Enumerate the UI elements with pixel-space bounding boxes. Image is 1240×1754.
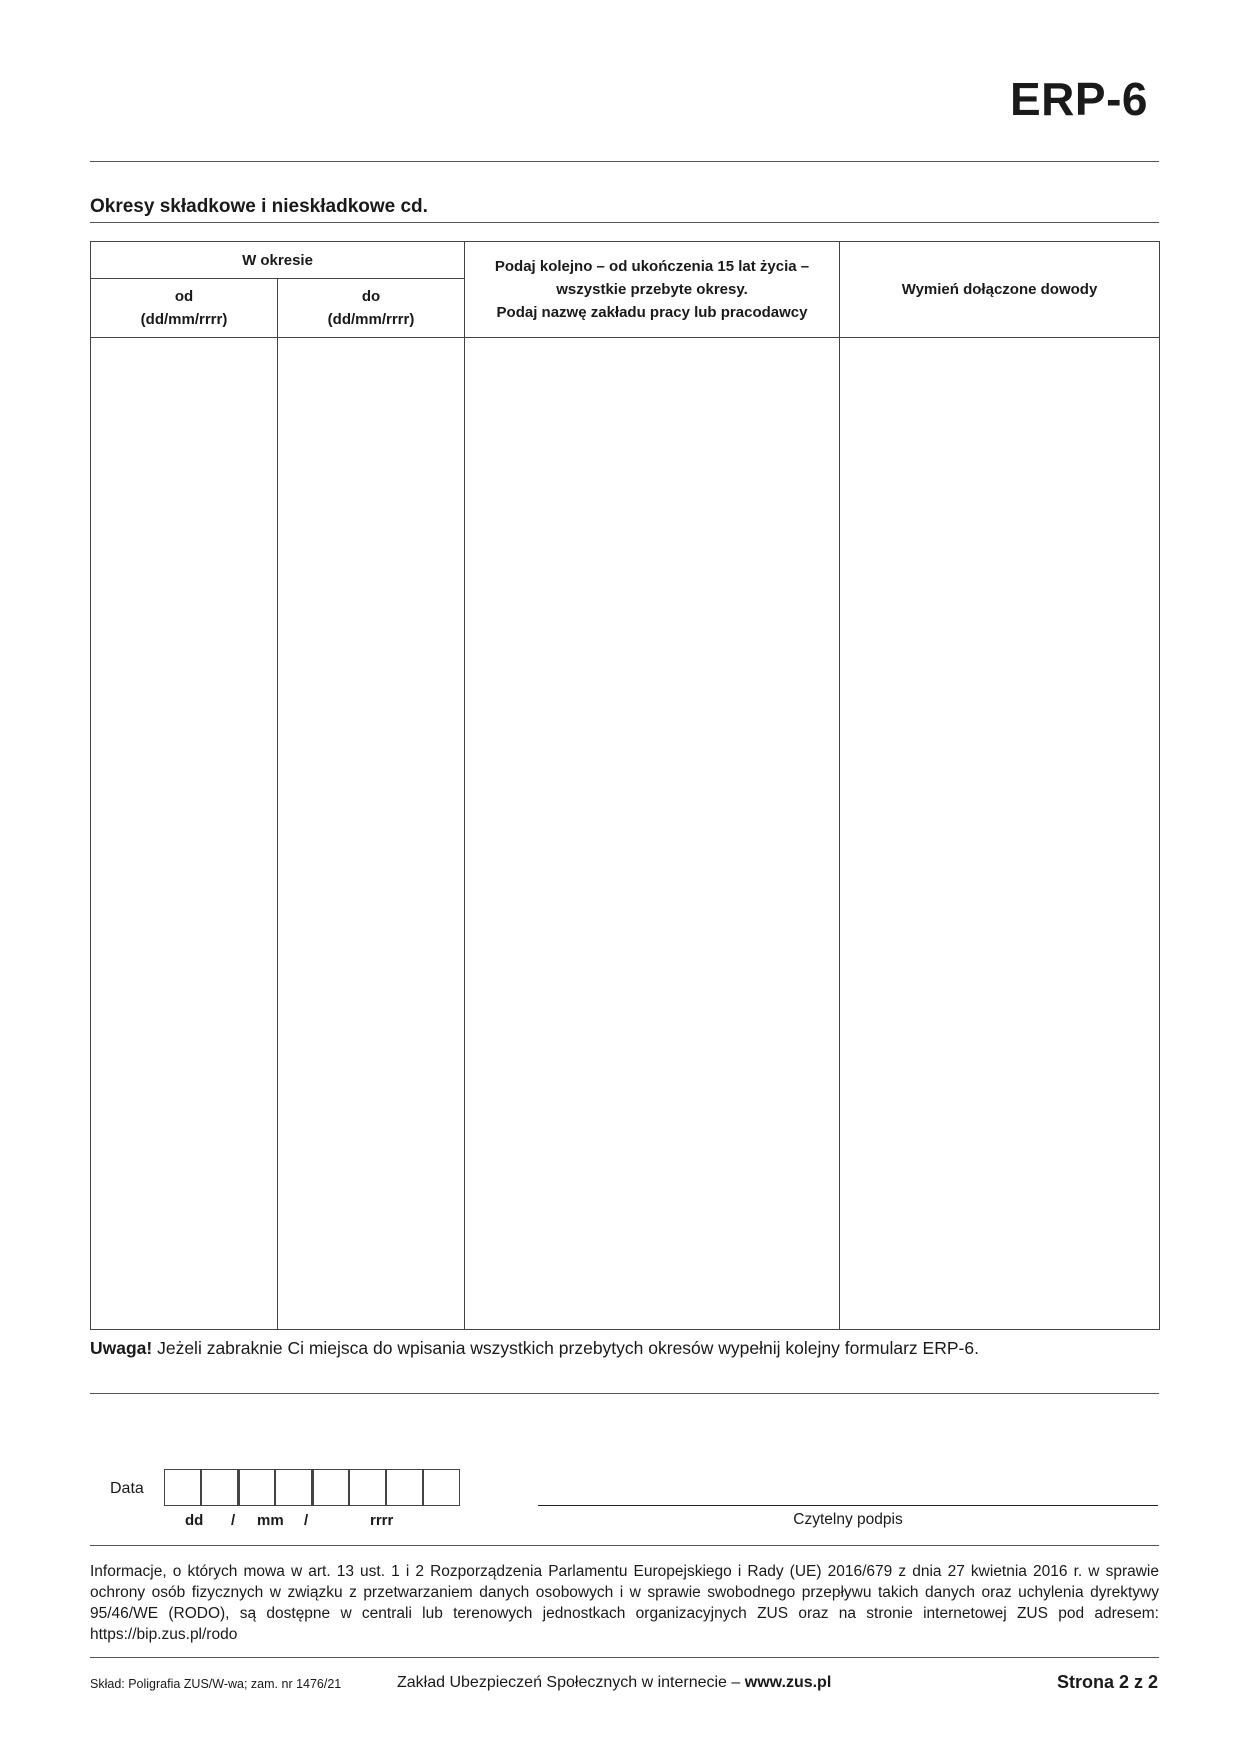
date-box-m2[interactable] (275, 1469, 312, 1506)
header-from-format: (dd/mm/rrrr) (140, 311, 228, 328)
date-sep-1: / (231, 1512, 236, 1529)
date-sep-2: / (304, 1512, 309, 1529)
section-title: Okresy składkowe i nieskładkowe cd. (90, 196, 428, 217)
cell-employer-input[interactable] (465, 338, 840, 1330)
signature-line[interactable] (538, 1505, 1158, 1506)
footer-website-link[interactable]: www.zus.pl (744, 1674, 832, 1691)
date-box-y2[interactable] (349, 1469, 386, 1506)
date-box-y3[interactable] (386, 1469, 423, 1506)
header-employer (465, 242, 840, 338)
date-dd-label: dd (185, 1512, 204, 1529)
periods-table (90, 241, 1160, 1330)
footer-print-info: Skład: Poligrafia ZUS/W-wa; zam. nr 1476/21 (90, 1677, 342, 1691)
date-box-d2[interactable] (201, 1469, 238, 1506)
signature-divider (90, 1545, 1159, 1546)
header-from-label: od (174, 288, 194, 305)
date-box-d1[interactable] (164, 1469, 201, 1506)
header-to (278, 279, 465, 338)
note-text: Jeżeli zabraknie Ci miejsca do wpisania wszystkich przebytych okresów wypełnij kolejny formularz ERP-6. (152, 1338, 979, 1358)
date-box-y4[interactable] (423, 1469, 460, 1506)
header-employer-line2: wszystkie przebyte okresy. (556, 281, 748, 298)
date-label: Data (110, 1480, 144, 1497)
footer-page-number: Strona 2 z 2 (1056, 1672, 1158, 1692)
signature-label: Czytelny podpis (793, 1511, 903, 1528)
header-divider (90, 161, 1159, 162)
note-label: Uwaga! (90, 1338, 153, 1358)
header-w-okresie: W okresie (91, 242, 465, 279)
date-mm-label: mm (257, 1512, 284, 1529)
date-box-y1[interactable] (312, 1469, 349, 1506)
date-yyyy-label: rrrr (370, 1512, 394, 1529)
section-divider (90, 222, 1159, 223)
note-divider (90, 1393, 1159, 1394)
header-employer-line3: Podaj nazwę zakładu pracy lub pracodawcy (496, 304, 808, 321)
form-code: ERP-6 (1010, 73, 1148, 125)
footer-internet (397, 1674, 831, 1692)
header-to-format: (dd/mm/rrrr) (327, 311, 415, 328)
cell-from-input[interactable] (91, 338, 278, 1330)
date-box-m1[interactable] (238, 1469, 275, 1506)
header-employer-line1: Podaj kolejno – od ukończenia 15 lat życia – (494, 258, 810, 275)
header-to-label: do (361, 288, 381, 305)
rodo-info: Informacje, o których mowa w art. 13 ust. 1 i 2 Rozporządzenia Parlamentu Europejskiego i Rady (UE) 2016/679 z dnia 27 kwietnia 2016 r. w sprawie ochrony osób fizycznych w związku z przetwarzaniem danych osobowych i w sprawie swobodnego przepływu takich danych oraz uchylenia dyrektywy 95/46/WE (RODO), są dostępne w centrali lub terenowych jednostkach organizacyjnych ZUS oraz na stronie internetowej ZUS pod adresem: https://bip.zus.pl/rodo (90, 1563, 1159, 1643)
cell-to-input[interactable] (278, 338, 465, 1330)
header-from (91, 279, 278, 338)
note (90, 1338, 979, 1359)
cell-evidence-input[interactable] (840, 338, 1160, 1330)
header-evidence: Wymień dołączone dowody (840, 242, 1160, 338)
footer-divider (90, 1657, 1159, 1658)
footer-internet-text: Zakład Ubezpieczeń Społecznych w internecie – (397, 1674, 745, 1691)
